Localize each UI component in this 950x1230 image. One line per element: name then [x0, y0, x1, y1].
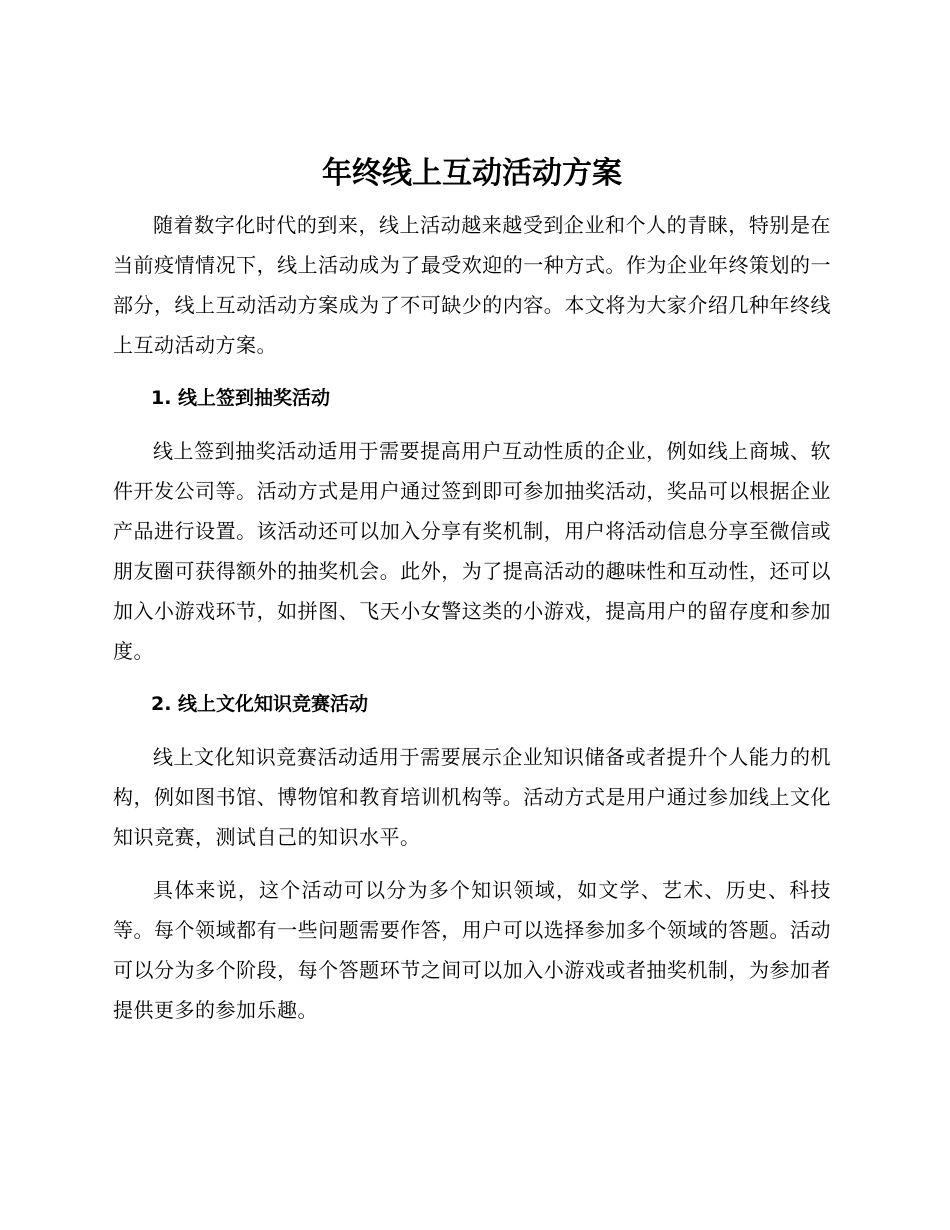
section-1-paragraph: 线上签到抽奖活动适用于需要提高用户互动性质的企业，例如线上商城、软件开发公司等。活动方式是用户通过签到即可参加抽奖活动，奖品可以根据企业产品进行设置。该活动还可以加入分享有奖机制，用户将活动信息分享至微信或朋友圈可获得额外的抽奖机会。此外，为了提高活动的趣味性和互动性，还可以加入小游戏环节，如拼图、飞天小女警这类的小游戏，提高用户的留存度和参加度。 [113, 439, 831, 663]
section-2-paragraph-1: 线上文化知识竞赛活动适用于需要展示企业知识储备或者提升个人能力的机构，例如图书馆、博物馆和教育培训机构等。活动方式是用户通过参加线上文化知识竞赛，测试自己的知识水平。 [113, 745, 831, 849]
section-1-heading: 1. 线上签到抽奖活动 [151, 387, 331, 409]
document-title: 年终线上互动活动方案 [322, 156, 622, 191]
intro-paragraph: 随着数字化时代的到来，线上活动越来越受到企业和个人的青睐，特别是在当前疫情情况下，线上活动成为了最受欢迎的一种方式。作为企业年终策划的一部分，线上互动活动方案成为了不可缺少的内容。本文将为大家介绍几种年终线上互动活动方案。 [113, 213, 831, 357]
section-2-paragraph-2: 具体来说，这个活动可以分为多个知识领域，如文学、艺术、历史、科技等。每个领域都有一些问题需要作答，用户可以选择参加多个领域的答题。活动可以分为多个阶段，每个答题环节之间可以加入小游戏或者抽奖机制，为参加者提供更多的参加乐趣。 [113, 878, 831, 1022]
spacer [113, 857, 831, 870]
spacer [113, 671, 831, 684]
section-2-heading: 2. 线上文化知识竞赛活动 [151, 693, 369, 715]
spacer [113, 724, 831, 737]
document-page [113, 150, 831, 1030]
spacer [113, 418, 831, 431]
spacer [113, 198, 831, 205]
spacer [113, 365, 831, 378]
